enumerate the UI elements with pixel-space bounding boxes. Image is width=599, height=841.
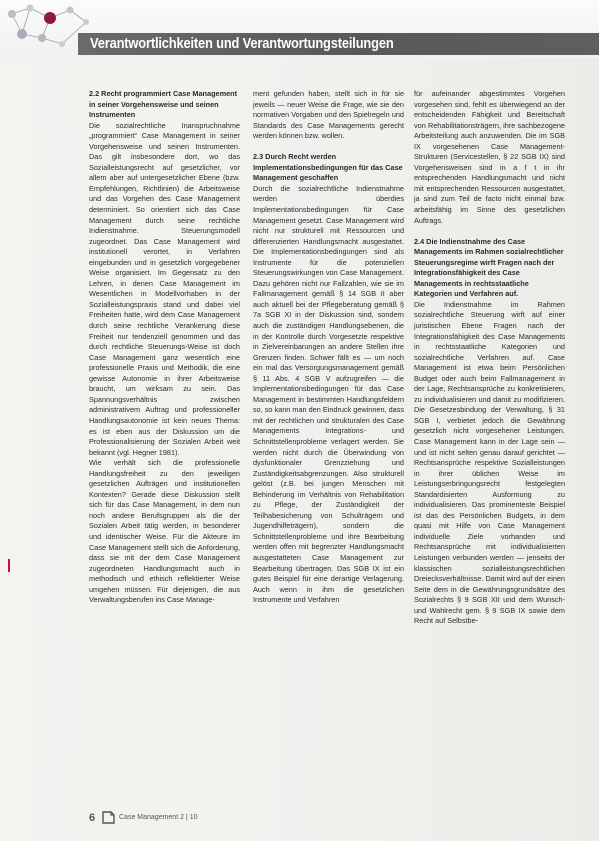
page-corner-icon	[102, 811, 115, 824]
body-paragraph: für aufeinander abgestimmtes Vorgehen vorgesehen sind, fehlt es überwiegend an der entscheidenden Fähigkeit und Bereitschaft von Rehabilitationsträgern, ihre sachbezogene Arbeitsteilung auch anzuwenden. Die im SGB IX vorgesehenen Case Management-Strukturen (Servicestellen, § 22 SGB IX) sind Vorgehensweisen sind in a f t in ihr entsprechenden Handlungsmacht und nicht mit entsprechenden Ressourcen ausgestattet, ja sind zum Teil de facto nicht einmal bzw. arbeitsfähig im Sinne des gesetzlichen Auftrags.	[414, 89, 565, 225]
body-paragraph: ment gefunden haben, stellt sich in für sie jeweils — neuer Weise die Frage, wie sie den normativen Vorgaben und den Spielregeln und Standards des Case Managements gerecht werden können bzw. wollen.	[253, 89, 404, 141]
header-banner	[0, 0, 599, 58]
page-number: 6	[89, 812, 96, 824]
body-paragraph: Durch die sozialrechtliche Indienstnahme werden überdies Implementationsbedingungen für Case Management gesetzt. Case Management wird nicht nur strukturell mit Ressourcen und differenzierten Handlungsmacht ausgestattet. Die Implementationsbedingungen sind als Instrumente für die potenziellen Steuerungswirkungen von Case Management. Dazu gehören nicht nur Fallzahlen, wie sie im Fallmanagement gemäß § 14 SGB II aber auch aktuell bei der Pflegeberatung gemäß § 7a SGB XI in der Diskussion sind, sondern auch die zuständigen Handlungsebenen, die in der Kontrolle durch Vorgesetzte respektive in Zielvereinbarungen an andere Stellen ihre Grenzen finden. Schwer fällt es — um noch ein mal das Versorgungsmanagement gemäß § 11 Abs. 4 SGB V aufzugreifen — die Implementationsbedingungen für das Case Management in bestimmten Handlungsfeldern so, so kann man den Eindruck gewinnen, dass mit der rechtlichen und strukturalen des Case Managements Integrations- und Schnittstellenprobleme verlagert werden. Sie werden nicht durch die Überwindung von dysfunktionaler Grenzziehung und Zuständigkeitsabgrenzungen. Also strukturell gelöst (z.B. bei jungen Menschen mit Behinderung im Verhältnis von Rehabilitation zu Pflege, der Zuständigkeit der Teilhabesicherung von Schulträgern und Jugendhilfeträgern), sondern die Schnittstellenprobleme und ihre Bearbeitung werden offen mit begrenzter Handlungsmacht ausgestatteten Case Management zur Bearbeitung übertragen. Das SGB IX ist ein gutes Beispiel für eine derartige Verlagerung. Auch wenn in ihm die gesetzlichen Instrumente und Verfahren	[253, 183, 404, 605]
section-title: Verantwortlichkeiten und Verantwortungsteilungen	[90, 35, 394, 52]
column-1	[89, 89, 240, 606]
body-paragraph: Die sozialrechtliche Inanspruchnahme „programmiert“ Case Management in seiner Vorgehensweise und seinen Instrumenten. Das gilt insbesondere dort, wo das Sozialleistungsrecht auf gesetzlicher, vor allem aber auf untergesetzlicher Ebene (bzw. Empfehlungen, Richtlinien) die Arbeitsweise und das Vorgehen des Case Management determiniert. So orientiert sich das Case Management durch seine rechtliche Indienstnahme. Steuerungsmodell zugeordnet. Das Case Management wird institutionell verortet, in Verfahren eingebunden und in gesetzlich vorgegebener Weise organisiert. Im Gegensatz zu den Lehren, in denen Case Management im Wesentlichen in Modellvorhaben in der Sozialleistungspraxis stand und dabei viel Freiheiten hatte, wird dem Case Management durch seine rechtliche Verankerung diese Freiheit nur tendenziell genommen und das durch rechtliche Steuerungs-Weise ist doch Case Management ganz wesentlich eine professionelle Praxis und Methodik, die eine gewisse Autonomie in ihrer Arbeitsweise braucht, um wirksam zu sein. Das Spannungsverhältnis zwischen administrativem Auftrag und professioneller Handlungsautonomie ist kein neues Thema: es ist eben aus der Diskussion um die Professionalisierung der Sozialen Arbeit weit bekannt (vgl. Hegner 1981).	[89, 120, 240, 457]
column-3	[414, 89, 565, 627]
journal-reference: Case Management 2 | 10	[119, 814, 198, 821]
section-heading: 2.3 Durch Recht werden Implementationsbedingungen für das Case Management geschaffen	[253, 152, 403, 183]
section-heading: 2.2 Recht programmiert Case Management in seiner Vorgehensweise und seinen Instrumenten	[89, 89, 238, 120]
body-paragraph: Die Indienstnahme im Rahmen sozialrechtliche Steuerung wirft auf einer juristischen Ebene Fragen nach der Integrationsfähigkeit des Case Managements in rechtsstaatliche Kategorien und sozialrechtliche Verfahren auf. Case Management ist etwa beim Persönlichen Budget oder auch beim Fallmanagement in der Lage, Rechtsansprüche zu konkretisieren, zu individualisieren und damit zu modifizieren. Die Gesetzesbindung der Verwaltung, § 31 SGB I, verbietet jedoch die Gewährung gesetzlich nicht vorgesehener Leistungen. Case Management kann in der Lage sein — und ist nicht selten genau darauf gerichtet — Rechtsansprüche respektive Sozialleistungen in ihrer üblichen Weise im Leistungserbringungsrecht festgelegten Standardisierten Ausformung zu individualisieren. Das prominenteste Beispiel ist das des Persönlichen Budgets, in dem quasi mit Hilfe von Case Management individuelle Ziele vorhanden und Rechtsansprüche mit individualisierten Leistungen verbunden werden — jenseits der klassischen sozialleistungsrechtlichen Dreiecksverhältnisse. Damit wird auf der einen Seite dem in die Gewährungsgrundsätze des Sozialrechts § 9 SGB XII und dem Wunsch- und Wahlrecht gem. § 9 SGB IX sowie dem Recht auf Selbstbe-	[414, 299, 565, 626]
body-paragraph: Wie verhält sich die professionelle Handlungsfreiheit zu den jeweiligen gesetzlichen Aufträgen und institutionellen Kontexten? Gerade diese Diskussion stellt sich für das Case Management, in dem nun noch andere Berufsgruppen als die der Sozialen Arbeit tätig werden, in besonderer und identischer Weise. Für die Akteure im Case Management stellt sich die Anforderung, dass sie mit der dem Case Management zugeordneten Handlungsmacht auch in methodisch und ethisch reflektierter Weise umgehen müssen. Für diejenigen, die aus Verwaltungsberufen ins Case Manage-	[89, 458, 240, 605]
column-2	[253, 89, 404, 606]
margin-mark	[8, 559, 10, 572]
paragraph-gap	[414, 226, 565, 237]
paragraph-gap	[253, 142, 404, 153]
section-heading: 2.4 Die Indienstnahme des Case Managements im Rahmen sozialrechtlicher Steuerungsregime wirft Fragen nach der Integrationsfähigkeit des Case Managements in rechtsstaatliche Kategorien und Verfahren auf.	[414, 236, 564, 299]
